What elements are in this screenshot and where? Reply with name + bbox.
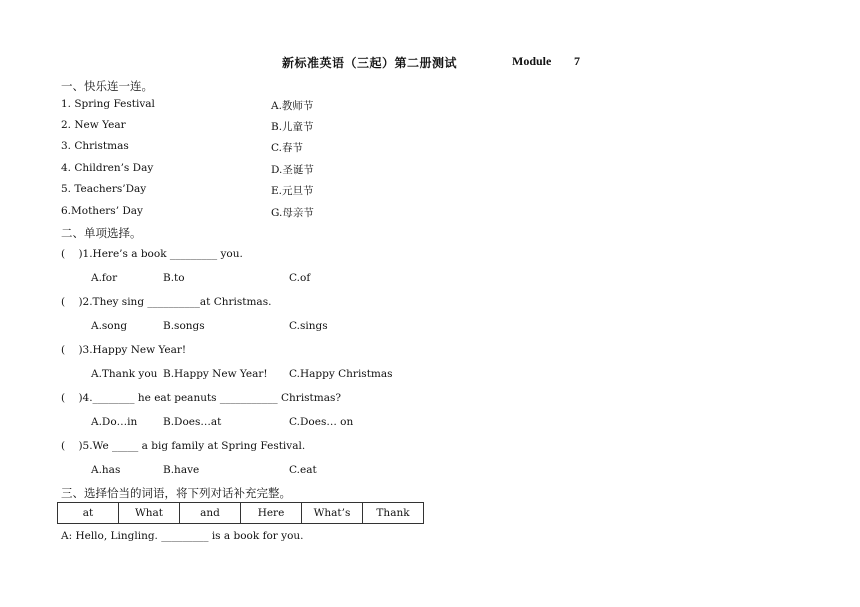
word-bank-cell: and (180, 503, 241, 524)
option-a: A.for (91, 272, 118, 284)
match-left-item: 4. Children’s Day (61, 162, 154, 174)
match-right-item: G.母亲节 (271, 207, 314, 219)
section1-heading: 一、快乐连一连。 (61, 79, 153, 93)
section2-heading: 二、单项选择。 (61, 226, 142, 240)
question-stem: ( )5.We _____ a big family at Spring Festival. (61, 440, 306, 452)
section3-heading: 三、选择恰当的词语，将下列对话补充完整。 (61, 486, 291, 500)
match-left-item: 3. Christmas (61, 140, 129, 152)
word-bank-cell: Here (241, 503, 302, 524)
word-bank-table (57, 502, 424, 524)
page-title: 新标准英语（三起）第二册测试 (282, 56, 458, 70)
option-b: B.Happy New Year! (163, 368, 268, 380)
match-left-item: 1. Spring Festival (61, 98, 155, 110)
option-c: C.Does… on (289, 416, 354, 428)
word-bank-cell: What (119, 503, 180, 524)
option-b: B.songs (163, 320, 205, 332)
dialogue-line: A: Hello, Lingling. _________ is a book for you. (61, 530, 304, 542)
match-right-item: E.元旦节 (271, 185, 314, 197)
word-bank-cell: What’s (302, 503, 363, 524)
word-bank-cell: Thank (363, 503, 424, 524)
match-right-item: B.儿童节 (271, 121, 314, 133)
match-right-item: C.春节 (271, 142, 303, 154)
option-c: C.sings (289, 320, 328, 332)
question-stem: ( )4.________ he eat peanuts ___________ Christmas? (61, 392, 342, 404)
match-right-item: A.教师节 (271, 100, 314, 112)
question-stem: ( )3.Happy New Year! (61, 344, 187, 356)
question-stem: ( )1.Here’s a book _________ you. (61, 248, 243, 260)
match-right-item: D.圣诞节 (271, 164, 314, 176)
option-c: C.eat (289, 464, 317, 476)
option-b: B.to (163, 272, 185, 284)
option-a: A.Do…in (91, 416, 138, 428)
match-left-item: 6.Mothers’ Day (61, 205, 143, 217)
option-c: C.of (289, 272, 311, 284)
match-left-item: 5. Teachers’Day (61, 183, 147, 195)
option-b: B.Does…at (163, 416, 222, 428)
option-a: A.song (91, 320, 128, 332)
option-a: A.has (91, 464, 121, 476)
module-number: 7 (574, 54, 580, 68)
option-c: C.Happy Christmas (289, 368, 393, 380)
option-b: B.have (163, 464, 200, 476)
module-label: Module (512, 54, 552, 68)
option-a: A.Thank you (91, 368, 158, 380)
word-bank-cell: at (58, 503, 119, 524)
question-stem: ( )2.They sing __________at Christmas. (61, 296, 272, 308)
match-left-item: 2. New Year (61, 119, 126, 131)
